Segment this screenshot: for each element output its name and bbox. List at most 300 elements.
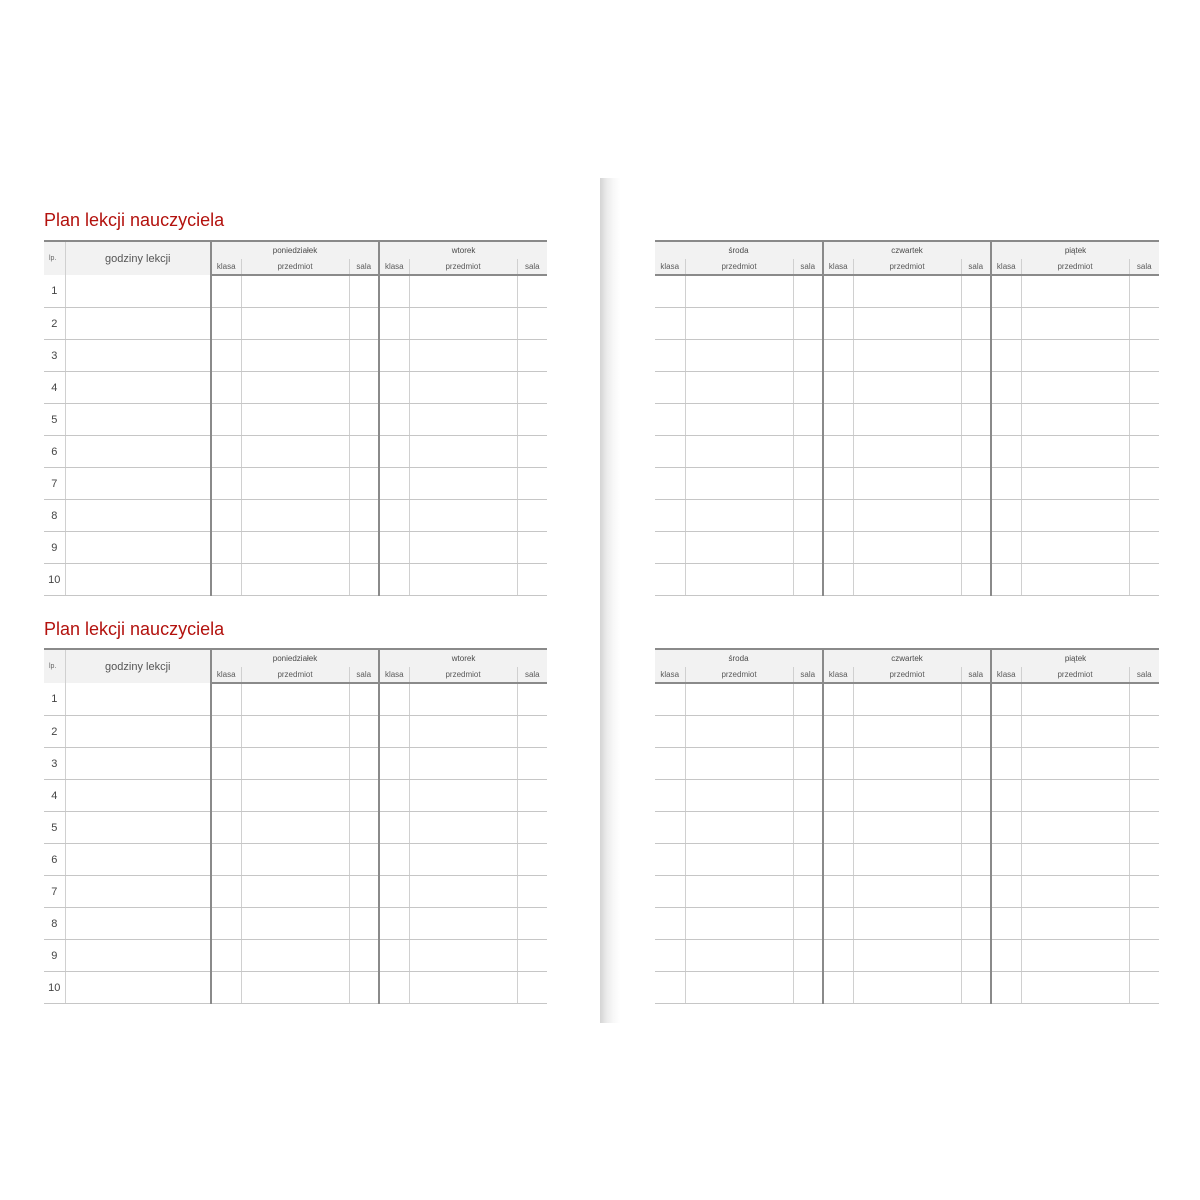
room-cell[interactable] <box>961 340 991 372</box>
subject-cell[interactable] <box>685 372 793 404</box>
hours-cell[interactable] <box>65 532 211 564</box>
class-cell[interactable] <box>655 564 685 596</box>
room-cell[interactable] <box>349 532 379 564</box>
subject-cell[interactable] <box>853 940 961 972</box>
subject-cell[interactable] <box>409 500 517 532</box>
room-cell[interactable] <box>1129 683 1159 716</box>
room-cell[interactable] <box>1129 844 1159 876</box>
room-cell[interactable] <box>349 340 379 372</box>
room-cell[interactable] <box>349 564 379 596</box>
room-cell[interactable] <box>793 812 823 844</box>
class-cell[interactable] <box>823 340 853 372</box>
class-cell[interactable] <box>655 844 685 876</box>
class-cell[interactable] <box>991 468 1021 500</box>
class-cell[interactable] <box>655 436 685 468</box>
hours-cell[interactable] <box>65 564 211 596</box>
room-cell[interactable] <box>517 340 547 372</box>
subject-cell[interactable] <box>241 404 349 436</box>
class-cell[interactable] <box>823 275 853 308</box>
subject-cell[interactable] <box>409 748 517 780</box>
hours-cell[interactable] <box>65 372 211 404</box>
class-cell[interactable] <box>211 275 241 308</box>
subject-cell[interactable] <box>241 564 349 596</box>
class-cell[interactable] <box>211 748 241 780</box>
subject-cell[interactable] <box>853 748 961 780</box>
subject-cell[interactable] <box>241 468 349 500</box>
room-cell[interactable] <box>793 748 823 780</box>
class-cell[interactable] <box>991 564 1021 596</box>
subject-cell[interactable] <box>241 372 349 404</box>
room-cell[interactable] <box>517 972 547 1004</box>
class-cell[interactable] <box>379 436 409 468</box>
subject-cell[interactable] <box>409 340 517 372</box>
subject-cell[interactable] <box>853 876 961 908</box>
class-cell[interactable] <box>991 780 1021 812</box>
class-cell[interactable] <box>655 876 685 908</box>
room-cell[interactable] <box>1129 972 1159 1004</box>
class-cell[interactable] <box>379 564 409 596</box>
class-cell[interactable] <box>991 908 1021 940</box>
subject-cell[interactable] <box>409 683 517 716</box>
class-cell[interactable] <box>379 372 409 404</box>
class-cell[interactable] <box>823 716 853 748</box>
room-cell[interactable] <box>1129 500 1159 532</box>
subject-cell[interactable] <box>241 748 349 780</box>
class-cell[interactable] <box>655 940 685 972</box>
room-cell[interactable] <box>517 908 547 940</box>
hours-cell[interactable] <box>65 468 211 500</box>
subject-cell[interactable] <box>241 812 349 844</box>
subject-cell[interactable] <box>1021 532 1129 564</box>
subject-cell[interactable] <box>853 532 961 564</box>
room-cell[interactable] <box>793 716 823 748</box>
subject-cell[interactable] <box>853 275 961 308</box>
class-cell[interactable] <box>655 308 685 340</box>
room-cell[interactable] <box>1129 340 1159 372</box>
class-cell[interactable] <box>991 844 1021 876</box>
room-cell[interactable] <box>517 308 547 340</box>
subject-cell[interactable] <box>1021 876 1129 908</box>
class-cell[interactable] <box>379 812 409 844</box>
subject-cell[interactable] <box>241 940 349 972</box>
room-cell[interactable] <box>349 436 379 468</box>
class-cell[interactable] <box>991 308 1021 340</box>
room-cell[interactable] <box>961 908 991 940</box>
subject-cell[interactable] <box>685 844 793 876</box>
room-cell[interactable] <box>793 372 823 404</box>
class-cell[interactable] <box>211 500 241 532</box>
subject-cell[interactable] <box>1021 404 1129 436</box>
subject-cell[interactable] <box>853 308 961 340</box>
class-cell[interactable] <box>655 500 685 532</box>
class-cell[interactable] <box>211 436 241 468</box>
class-cell[interactable] <box>991 275 1021 308</box>
subject-cell[interactable] <box>685 908 793 940</box>
hours-cell[interactable] <box>65 275 211 308</box>
subject-cell[interactable] <box>241 876 349 908</box>
room-cell[interactable] <box>1129 275 1159 308</box>
room-cell[interactable] <box>517 812 547 844</box>
subject-cell[interactable] <box>409 940 517 972</box>
room-cell[interactable] <box>349 844 379 876</box>
subject-cell[interactable] <box>409 908 517 940</box>
room-cell[interactable] <box>349 468 379 500</box>
room-cell[interactable] <box>349 812 379 844</box>
subject-cell[interactable] <box>685 876 793 908</box>
hours-cell[interactable] <box>65 844 211 876</box>
room-cell[interactable] <box>349 308 379 340</box>
room-cell[interactable] <box>1129 436 1159 468</box>
class-cell[interactable] <box>991 748 1021 780</box>
room-cell[interactable] <box>961 500 991 532</box>
room-cell[interactable] <box>1129 748 1159 780</box>
room-cell[interactable] <box>1129 876 1159 908</box>
subject-cell[interactable] <box>685 532 793 564</box>
room-cell[interactable] <box>349 500 379 532</box>
room-cell[interactable] <box>349 876 379 908</box>
hours-cell[interactable] <box>65 436 211 468</box>
class-cell[interactable] <box>379 876 409 908</box>
subject-cell[interactable] <box>685 716 793 748</box>
subject-cell[interactable] <box>853 780 961 812</box>
class-cell[interactable] <box>379 532 409 564</box>
class-cell[interactable] <box>991 404 1021 436</box>
hours-cell[interactable] <box>65 404 211 436</box>
room-cell[interactable] <box>349 716 379 748</box>
subject-cell[interactable] <box>853 500 961 532</box>
class-cell[interactable] <box>211 908 241 940</box>
subject-cell[interactable] <box>1021 308 1129 340</box>
room-cell[interactable] <box>349 683 379 716</box>
room-cell[interactable] <box>793 780 823 812</box>
hours-cell[interactable] <box>65 340 211 372</box>
class-cell[interactable] <box>991 716 1021 748</box>
class-cell[interactable] <box>655 404 685 436</box>
class-cell[interactable] <box>211 532 241 564</box>
subject-cell[interactable] <box>241 436 349 468</box>
class-cell[interactable] <box>211 683 241 716</box>
subject-cell[interactable] <box>1021 500 1129 532</box>
class-cell[interactable] <box>823 500 853 532</box>
class-cell[interactable] <box>655 780 685 812</box>
room-cell[interactable] <box>793 340 823 372</box>
room-cell[interactable] <box>349 748 379 780</box>
subject-cell[interactable] <box>1021 436 1129 468</box>
room-cell[interactable] <box>961 716 991 748</box>
class-cell[interactable] <box>991 812 1021 844</box>
room-cell[interactable] <box>961 940 991 972</box>
class-cell[interactable] <box>823 468 853 500</box>
class-cell[interactable] <box>991 940 1021 972</box>
room-cell[interactable] <box>961 372 991 404</box>
room-cell[interactable] <box>1129 468 1159 500</box>
class-cell[interactable] <box>379 500 409 532</box>
subject-cell[interactable] <box>853 716 961 748</box>
class-cell[interactable] <box>655 275 685 308</box>
room-cell[interactable] <box>517 940 547 972</box>
subject-cell[interactable] <box>1021 940 1129 972</box>
class-cell[interactable] <box>211 716 241 748</box>
class-cell[interactable] <box>211 876 241 908</box>
class-cell[interactable] <box>655 748 685 780</box>
subject-cell[interactable] <box>241 500 349 532</box>
subject-cell[interactable] <box>1021 812 1129 844</box>
subject-cell[interactable] <box>1021 275 1129 308</box>
subject-cell[interactable] <box>241 780 349 812</box>
subject-cell[interactable] <box>1021 340 1129 372</box>
room-cell[interactable] <box>961 564 991 596</box>
class-cell[interactable] <box>823 404 853 436</box>
class-cell[interactable] <box>655 532 685 564</box>
class-cell[interactable] <box>379 972 409 1004</box>
class-cell[interactable] <box>211 780 241 812</box>
subject-cell[interactable] <box>409 468 517 500</box>
room-cell[interactable] <box>349 372 379 404</box>
room-cell[interactable] <box>1129 908 1159 940</box>
subject-cell[interactable] <box>409 372 517 404</box>
class-cell[interactable] <box>211 940 241 972</box>
room-cell[interactable] <box>793 876 823 908</box>
class-cell[interactable] <box>655 972 685 1004</box>
subject-cell[interactable] <box>853 436 961 468</box>
subject-cell[interactable] <box>685 500 793 532</box>
subject-cell[interactable] <box>685 748 793 780</box>
class-cell[interactable] <box>823 972 853 1004</box>
subject-cell[interactable] <box>241 308 349 340</box>
subject-cell[interactable] <box>241 275 349 308</box>
class-cell[interactable] <box>823 308 853 340</box>
hours-cell[interactable] <box>65 940 211 972</box>
room-cell[interactable] <box>793 940 823 972</box>
class-cell[interactable] <box>655 372 685 404</box>
subject-cell[interactable] <box>1021 780 1129 812</box>
subject-cell[interactable] <box>685 812 793 844</box>
room-cell[interactable] <box>517 844 547 876</box>
subject-cell[interactable] <box>685 683 793 716</box>
room-cell[interactable] <box>961 972 991 1004</box>
room-cell[interactable] <box>961 683 991 716</box>
class-cell[interactable] <box>379 908 409 940</box>
room-cell[interactable] <box>793 972 823 1004</box>
room-cell[interactable] <box>961 812 991 844</box>
room-cell[interactable] <box>1129 564 1159 596</box>
class-cell[interactable] <box>823 844 853 876</box>
room-cell[interactable] <box>517 748 547 780</box>
room-cell[interactable] <box>517 468 547 500</box>
subject-cell[interactable] <box>409 275 517 308</box>
room-cell[interactable] <box>517 372 547 404</box>
room-cell[interactable] <box>961 532 991 564</box>
room-cell[interactable] <box>349 940 379 972</box>
subject-cell[interactable] <box>853 683 961 716</box>
room-cell[interactable] <box>1129 716 1159 748</box>
room-cell[interactable] <box>517 683 547 716</box>
subject-cell[interactable] <box>409 812 517 844</box>
subject-cell[interactable] <box>1021 908 1129 940</box>
room-cell[interactable] <box>793 564 823 596</box>
class-cell[interactable] <box>211 972 241 1004</box>
class-cell[interactable] <box>379 844 409 876</box>
room-cell[interactable] <box>961 436 991 468</box>
subject-cell[interactable] <box>1021 972 1129 1004</box>
room-cell[interactable] <box>517 716 547 748</box>
class-cell[interactable] <box>211 308 241 340</box>
subject-cell[interactable] <box>685 564 793 596</box>
subject-cell[interactable] <box>853 972 961 1004</box>
subject-cell[interactable] <box>685 972 793 1004</box>
room-cell[interactable] <box>793 532 823 564</box>
room-cell[interactable] <box>349 275 379 308</box>
class-cell[interactable] <box>655 340 685 372</box>
subject-cell[interactable] <box>409 716 517 748</box>
subject-cell[interactable] <box>241 340 349 372</box>
subject-cell[interactable] <box>409 844 517 876</box>
class-cell[interactable] <box>655 908 685 940</box>
room-cell[interactable] <box>517 436 547 468</box>
class-cell[interactable] <box>823 748 853 780</box>
room-cell[interactable] <box>517 780 547 812</box>
room-cell[interactable] <box>793 404 823 436</box>
class-cell[interactable] <box>991 683 1021 716</box>
class-cell[interactable] <box>823 812 853 844</box>
subject-cell[interactable] <box>685 940 793 972</box>
subject-cell[interactable] <box>241 972 349 1004</box>
room-cell[interactable] <box>793 436 823 468</box>
subject-cell[interactable] <box>685 404 793 436</box>
hours-cell[interactable] <box>65 908 211 940</box>
subject-cell[interactable] <box>853 812 961 844</box>
class-cell[interactable] <box>823 940 853 972</box>
class-cell[interactable] <box>211 564 241 596</box>
subject-cell[interactable] <box>685 308 793 340</box>
room-cell[interactable] <box>961 844 991 876</box>
subject-cell[interactable] <box>1021 564 1129 596</box>
room-cell[interactable] <box>793 308 823 340</box>
room-cell[interactable] <box>793 683 823 716</box>
class-cell[interactable] <box>823 436 853 468</box>
room-cell[interactable] <box>349 972 379 1004</box>
subject-cell[interactable] <box>409 876 517 908</box>
hours-cell[interactable] <box>65 748 211 780</box>
subject-cell[interactable] <box>1021 844 1129 876</box>
room-cell[interactable] <box>1129 780 1159 812</box>
class-cell[interactable] <box>379 308 409 340</box>
class-cell[interactable] <box>379 683 409 716</box>
class-cell[interactable] <box>823 683 853 716</box>
subject-cell[interactable] <box>409 972 517 1004</box>
room-cell[interactable] <box>961 468 991 500</box>
class-cell[interactable] <box>991 340 1021 372</box>
subject-cell[interactable] <box>409 564 517 596</box>
room-cell[interactable] <box>1129 532 1159 564</box>
room-cell[interactable] <box>961 748 991 780</box>
class-cell[interactable] <box>655 716 685 748</box>
subject-cell[interactable] <box>853 372 961 404</box>
hours-cell[interactable] <box>65 876 211 908</box>
class-cell[interactable] <box>991 436 1021 468</box>
subject-cell[interactable] <box>241 908 349 940</box>
class-cell[interactable] <box>991 532 1021 564</box>
subject-cell[interactable] <box>241 844 349 876</box>
subject-cell[interactable] <box>241 532 349 564</box>
class-cell[interactable] <box>823 372 853 404</box>
class-cell[interactable] <box>379 780 409 812</box>
class-cell[interactable] <box>655 468 685 500</box>
room-cell[interactable] <box>349 908 379 940</box>
class-cell[interactable] <box>823 780 853 812</box>
class-cell[interactable] <box>655 683 685 716</box>
subject-cell[interactable] <box>409 436 517 468</box>
room-cell[interactable] <box>517 500 547 532</box>
class-cell[interactable] <box>211 468 241 500</box>
hours-cell[interactable] <box>65 500 211 532</box>
subject-cell[interactable] <box>853 844 961 876</box>
room-cell[interactable] <box>793 844 823 876</box>
room-cell[interactable] <box>1129 404 1159 436</box>
room-cell[interactable] <box>1129 940 1159 972</box>
subject-cell[interactable] <box>241 716 349 748</box>
subject-cell[interactable] <box>853 564 961 596</box>
subject-cell[interactable] <box>409 532 517 564</box>
subject-cell[interactable] <box>853 468 961 500</box>
hours-cell[interactable] <box>65 780 211 812</box>
room-cell[interactable] <box>1129 372 1159 404</box>
subject-cell[interactable] <box>685 275 793 308</box>
room-cell[interactable] <box>961 308 991 340</box>
class-cell[interactable] <box>211 844 241 876</box>
room-cell[interactable] <box>961 404 991 436</box>
subject-cell[interactable] <box>1021 683 1129 716</box>
class-cell[interactable] <box>991 500 1021 532</box>
class-cell[interactable] <box>991 372 1021 404</box>
room-cell[interactable] <box>1129 812 1159 844</box>
subject-cell[interactable] <box>685 780 793 812</box>
class-cell[interactable] <box>379 748 409 780</box>
subject-cell[interactable] <box>685 436 793 468</box>
room-cell[interactable] <box>517 532 547 564</box>
hours-cell[interactable] <box>65 683 211 716</box>
class-cell[interactable] <box>379 404 409 436</box>
hours-cell[interactable] <box>65 972 211 1004</box>
room-cell[interactable] <box>517 876 547 908</box>
room-cell[interactable] <box>793 500 823 532</box>
hours-cell[interactable] <box>65 812 211 844</box>
class-cell[interactable] <box>379 716 409 748</box>
class-cell[interactable] <box>211 372 241 404</box>
class-cell[interactable] <box>991 972 1021 1004</box>
subject-cell[interactable] <box>853 340 961 372</box>
room-cell[interactable] <box>349 404 379 436</box>
room-cell[interactable] <box>517 275 547 308</box>
class-cell[interactable] <box>655 812 685 844</box>
room-cell[interactable] <box>349 780 379 812</box>
subject-cell[interactable] <box>1021 748 1129 780</box>
class-cell[interactable] <box>823 908 853 940</box>
subject-cell[interactable] <box>685 468 793 500</box>
room-cell[interactable] <box>793 468 823 500</box>
subject-cell[interactable] <box>409 780 517 812</box>
room-cell[interactable] <box>1129 308 1159 340</box>
subject-cell[interactable] <box>1021 716 1129 748</box>
room-cell[interactable] <box>961 275 991 308</box>
class-cell[interactable] <box>823 564 853 596</box>
class-cell[interactable] <box>379 940 409 972</box>
class-cell[interactable] <box>991 876 1021 908</box>
room-cell[interactable] <box>517 404 547 436</box>
class-cell[interactable] <box>211 404 241 436</box>
subject-cell[interactable] <box>241 683 349 716</box>
class-cell[interactable] <box>211 340 241 372</box>
